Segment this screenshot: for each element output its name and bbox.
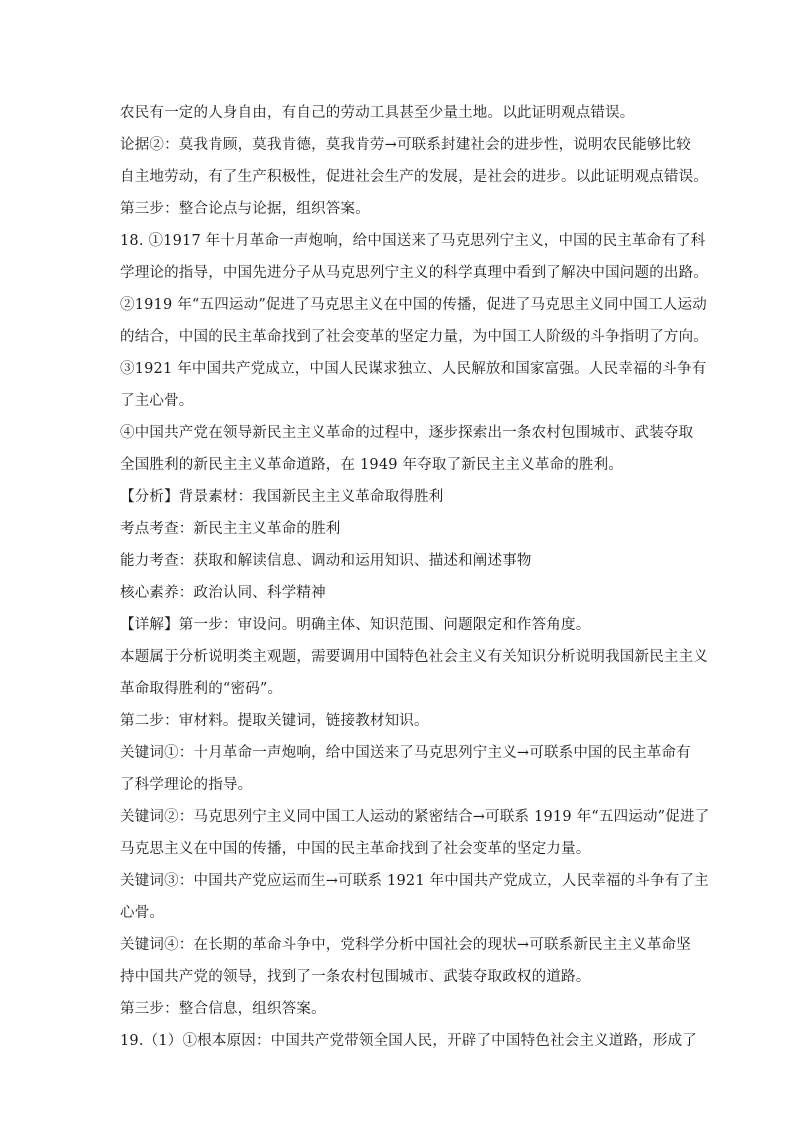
text-line: 【分析】背景素材：我国新民主主义革命取得胜利 — [120, 489, 444, 505]
text-line: ③1921 年中国共产党成立，中国人民谋求独立、人民解放和国家富强。人民幸福的斗争有 — [120, 361, 707, 377]
text-line: 关键词④：在长期的革命斗争中，党科学分析中国社会的现状→可联系新民主主义革命坚 — [120, 937, 691, 953]
text-line: 关键词①：十月革命一声炮响，给中国送来了马克思列宁主义→可联系中国的民主革命有 — [120, 745, 691, 761]
text-line: 核心素养：政治认同、科学精神 — [120, 585, 326, 601]
text-line: 革命取得胜利的“密码”。 — [120, 681, 283, 697]
text-line: 心骨。 — [120, 905, 165, 921]
text-line: 关键词③：中国共产党应运而生→可联系 1921 年中国共产党成立，人民幸福的斗争有了主 — [120, 873, 709, 889]
text-line: 第二步：审材料。提取关键词，链接教材知识。 — [120, 713, 429, 729]
text-line: 关键词②：马克思列宁主义同中国工人运动的紧密结合→可联系 1919 年“五四运动”促进了 — [120, 809, 710, 825]
text-line: 农民有一定的人身自由，有自己的劳动工具甚至少量土地。以此证明观点错误。 — [120, 105, 635, 121]
text-line: 第三步：整合信息，组织答案。 — [120, 1001, 326, 1017]
text-line: 能力考查：获取和解读信息、调动和运用知识、描述和阐述事物 — [120, 553, 532, 569]
text-line: 的结合，中国的民主革命找到了社会变革的坚定力量，为中国工人阶级的斗争指明了方向。 — [120, 329, 708, 345]
text-line: 马克思主义在中国的传播，中国的民主革命找到了社会变革的坚定力量。 — [120, 841, 591, 857]
text-line: 自主地劳动，有了生产积极性，促进社会生产的发展，是社会的进步。以此证明观点错误。 — [120, 169, 708, 185]
text-line: 全国胜利的新民主主义革命道路，在 1949 年夺取了新民主主义革命的胜利。 — [120, 457, 624, 473]
text-line: 本题属于分析说明类主观题，需要调用中国特色社会主义有关知识分析说明我国新民主主义 — [120, 649, 708, 665]
text-line: ④中国共产党在领导新民主主义革命的过程中，逐步探索出一条农村包围城市、武装夺取 — [120, 425, 694, 441]
text-line: 论据②：莫我肯顾，莫我肯德，莫我肯劳→可联系封建社会的进步性，说明农民能够比较 — [120, 137, 691, 153]
text-line: 【详解】第一步：审设问。明确主体、知识范围、问题限定和作答角度。 — [120, 617, 591, 633]
text-line: 学理论的指导，中国先进分子从马克思列宁主义的科学真理中看到了解决中国问题的出路。 — [120, 265, 708, 281]
text-line: 了主心骨。 — [120, 393, 194, 409]
text-line: 第三步：整合论点与论据，组织答案。 — [120, 201, 370, 217]
text-line: 持中国共产党的领导，找到了一条农村包围城市、武装夺取政权的道路。 — [120, 969, 591, 985]
text-line: 19.（1）①根本原因：中国共产党带领全国人民，开辟了中国特色社会主义道路，形成了 — [120, 1033, 697, 1049]
text-line: ②1919 年“五四运动”促进了马克思主义在中国的传播，促进了马克思主义同中国工人运动 — [120, 297, 707, 313]
text-line: 考点考查：新民主主义革命的胜利 — [120, 521, 341, 537]
text-line: 了科学理论的指导。 — [120, 777, 253, 793]
text-line: 18. ①1917 年十月革命一声炮响，给中国送来了马克思列宁主义，中国的民主革命有了科 — [120, 233, 706, 249]
